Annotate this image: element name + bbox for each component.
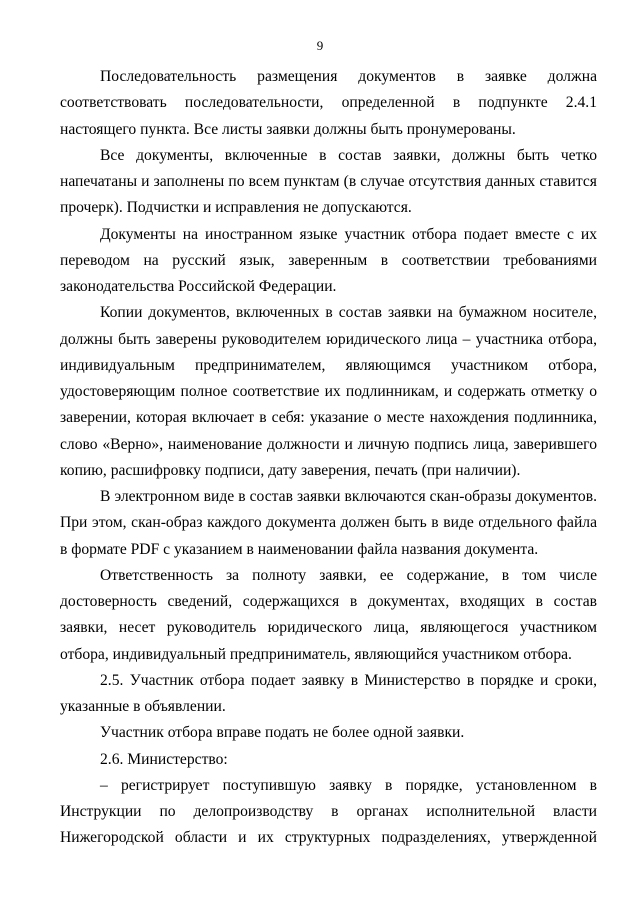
paragraph-responsibility: Ответственность за полноту заявки, ее содержание, в том числе достоверность сведений, содержащихся в документах, входящих в состав заявки, несет руководитель юридического лица, являющегося участником отбора, индивидуальный предприниматель, являющийся участником отбора. [60,566,597,663]
paragraph-document-order: Последовательность размещения документов в заявке должна соответствовать последовательности, определенной в подпункте 2.4.1 настоящего пункта. Все листы заявки должны быть пронумерованы. [60,68,597,138]
page-number: 9 [316,38,324,53]
paragraph-clause-2-6: 2.6. Министерство: [100,750,228,768]
paragraph-document-legibility: Все документы, включенные в состав заявки, должны быть четко напечатаны и заполнены по всем пунктам (в случае отсутствия данных ставится прочерк). Подчистки и исправления не допускаются. [60,146,597,217]
document-body [60,64,597,852]
paragraph-foreign-language-documents: Документы на иностранном языке участник отбора подает вместе с их переводом на русский язык, заверенным в соответствии требованиями законодательства Российской Федерации. [60,225,597,295]
paragraph-document-copies-certification: Копии документов, включенных в состав заявки на бумажном носителе, должны быть заверены руководителем юридического лица – участника отбора, индивидуальным предпринимателем, являющимся участником отбора, удостоверяющим полное соответствие их подлинникам, и содержать отметку о заверении, которая включает в себя: указание о месте нахождения подлинника, слово «Верно», наименование должности и личную подпись лица, заверившего копию, расшифровку подписи, дату заверения, печать (при наличии). [60,304,597,479]
paragraph-single-application: Участник отбора вправе подать не более одной заявки. [100,724,465,742]
paragraph-clause-2-5: 2.5. Участник отбора подает заявку в Министерство в порядке и сроки, указанные в объявлении. [60,671,597,715]
paragraph-registration-list-item: – регистрирует поступившую заявку в порядке, установленном в Инструкции по делопроизводству в органах исполнительной власти Нижегородской области и их структурных подразделениях, утвержденной [60,776,597,847]
paragraph-electronic-scans: В электронном виде в состав заявки включаются скан-образы документов. При этом, скан-образ каждого документа должен быть в виде отдельного файла в формате PDF с указанием в наименовании файла названия документа. [60,488,597,558]
